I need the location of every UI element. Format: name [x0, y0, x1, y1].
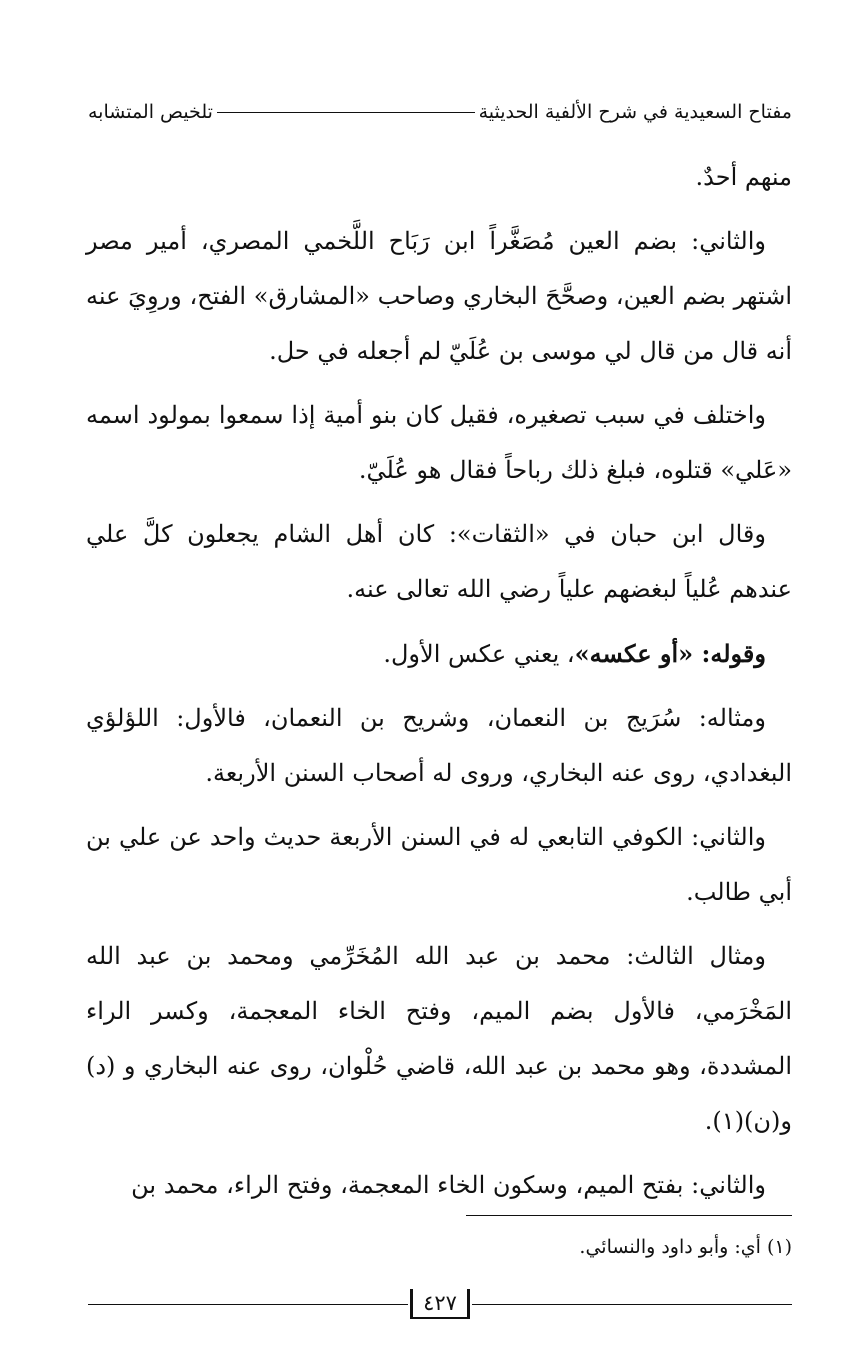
header-rule — [217, 112, 475, 113]
paragraph — [86, 626, 792, 682]
paragraph: واختلف في سبب تصغيره، فقيل كان بنو أمية إذا سمعوا بمولود اسمه «عَلي» قتلوه، فبلغ ذلك رباحاً فقال هو عُلَيّ. — [86, 401, 792, 484]
footnote-separator — [466, 1215, 792, 1216]
running-header — [88, 92, 792, 132]
paragraph: ومثال الثالث: محمد بن عبد الله المُخَرِّمي ومحمد بن عبد الله المَخْرَمي، فالأول بضم الميم، وفتح الخاء المعجمة، وكسر الراء المشددة، وهو محمد بن عبد الله، قاضي حُلْوان، روى عنه البخاري و (د) و(ن)(١). — [86, 942, 792, 1135]
book-title: مفتاح السعيدية في شرح الألفية الحديثية — [478, 101, 792, 123]
section-title: تلخيص المتشابه — [88, 101, 213, 123]
paragraph: والثاني: بفتح الميم، وسكون الخاء المعجمة، وفتح الراء، محمد بن — [131, 1171, 766, 1199]
footer-rule-left — [88, 1304, 408, 1305]
footer-rule-right — [472, 1304, 792, 1305]
paragraph: وقال ابن حبان في «الثقات»: كان أهل الشام يجعلون كلَّ علي عندهم عُلياً لبغضهم علياً رضي الله تعالى عنه. — [86, 520, 792, 603]
quoted-term: وقوله: «أو عكسه» — [574, 639, 766, 668]
paragraph: والثاني: بضم العين مُصَغَّراً ابن رَبَاح اللَّخمي المصري، أمير مصر اشتهر بضم العين، وصحَّحَ البخاري وصاحب «المشارق» الفتح، وروِيَ عنه أنه قال من قال لي موسى بن عُلَيّ لم أجعله في حل. — [86, 227, 792, 365]
paragraph: منهم أحدٌ. — [695, 163, 792, 191]
paragraph-text: ، يعني عكس الأول. — [383, 640, 575, 668]
paragraph: والثاني: الكوفي التابعي له في السنن الأربعة حديث واحد عن علي بن أبي طالب. — [86, 823, 792, 906]
page-number: ٤٢٧ — [410, 1289, 470, 1319]
paragraph: ومثاله: سُرَيج بن النعمان، وشريح بن النعمان، فالأول: اللؤلؤي البغدادي، روى عنه البخاري، وروى له أصحاب السنن الأربعة. — [86, 704, 792, 787]
footnote: (١) أي: وأبو داود والنسائي. — [579, 1236, 792, 1258]
page-footer — [88, 1284, 792, 1324]
main-text — [86, 150, 792, 1222]
